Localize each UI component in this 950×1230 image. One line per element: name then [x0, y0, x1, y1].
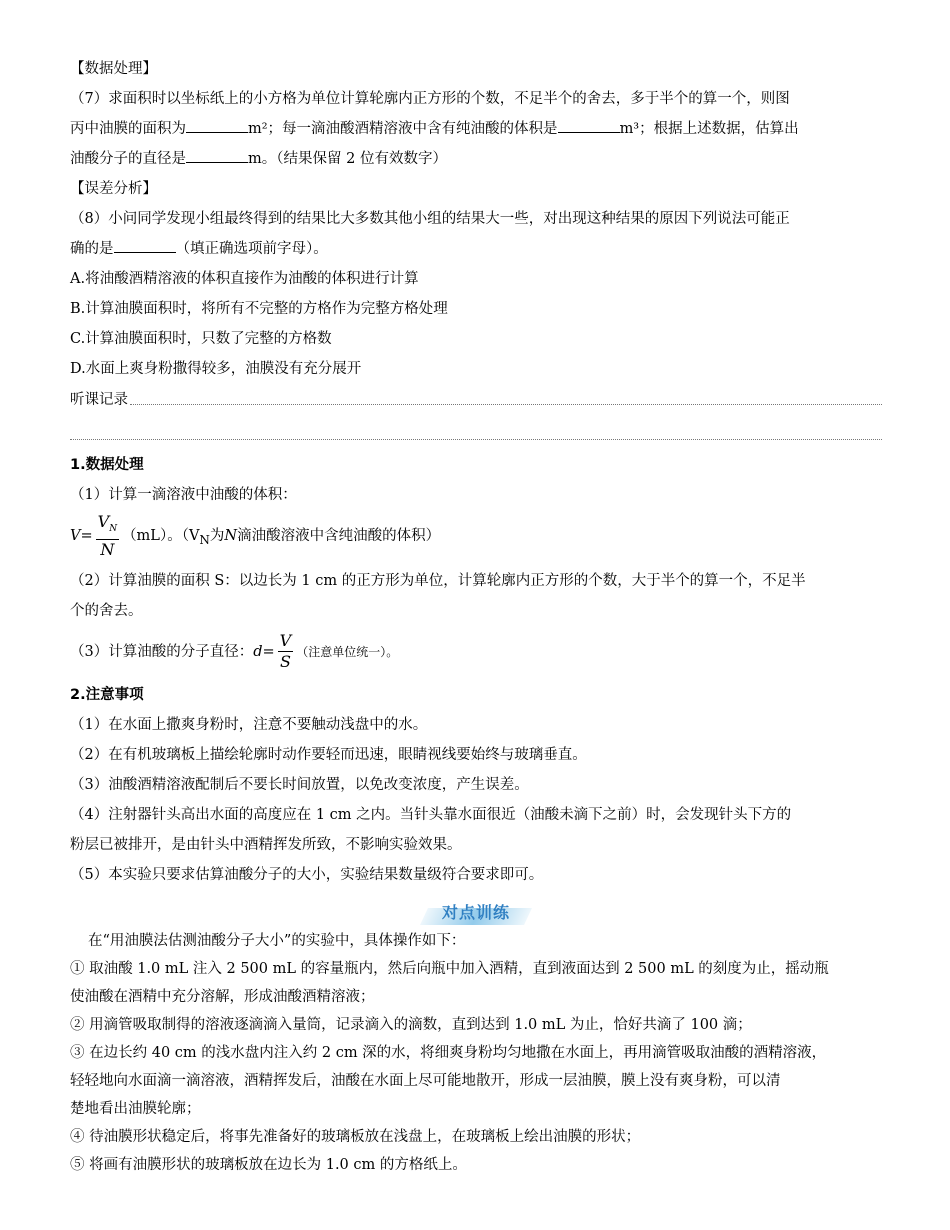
practice-step: ① 取油酸 1.0 mL 注入 2 500 mL 的容量瓶内，然后向瓶中加入酒精，直到液面达到 2 500 mL 的刻度为止，摇动瓶 — [70, 960, 829, 977]
frac-den: S — [279, 652, 291, 672]
fraction-vn-over-n — [96, 512, 119, 560]
option-a: A.将油酸酒精溶液的体积直接作为油酸的体积进行计算 — [70, 271, 419, 287]
answer-blank-diameter[interactable] — [186, 148, 248, 163]
practice-step: 使油酸在酒精中充分溶解，形成油酸酒精溶液； — [70, 988, 375, 1005]
formula-diameter — [70, 630, 882, 674]
practice-intro: 在“用油膜法估测油酸分子大小”的实验中，具体操作如下： — [88, 932, 466, 949]
formula-tail: （mL）。（V — [122, 528, 200, 545]
section1-item2-line1: （2）计算油膜的面积 S：以边长为 1 cm 的正方形为单位，计算轮廓内正方形的个数，大于半个的算一个，不足半 — [70, 572, 806, 589]
practice-step: ③ 在边长约 40 cm 的浅水盘内注入约 2 cm 深的水，将细爽身粉均匀地撒在水面上，再用滴管吸取油酸的酒精溶液， — [70, 1044, 827, 1061]
practice-step: 楚地看出油膜轮廓； — [70, 1100, 201, 1117]
q7-line1: （7）求面积时以坐标纸上的小方格为单位计算轮廓内正方形的个数，不足半个的舍去，多于半个的算一个，则图 — [70, 91, 790, 107]
section1-item2-line2: 个的舍去。 — [70, 602, 143, 619]
frac-num: V — [279, 631, 292, 651]
answer-blank-area[interactable] — [186, 118, 248, 133]
q8-text: 确的是 — [70, 241, 114, 257]
formula-tail-sub: N — [199, 532, 210, 547]
q7-text: 油酸分子的直径是 — [70, 151, 186, 167]
q8-line2 — [70, 238, 882, 260]
section1-item1: （1）计算一滴溶液中油酸的体积： — [70, 487, 297, 503]
practice-step: ② 用滴管吸取制得的溶液逐滴滴入量筒，记录滴入的滴数，直到达到 1.0 mL 为止，恰好共滴了 100 滴； — [70, 1016, 752, 1033]
section2-item: （5）本实验只要求估算油酸分子的大小，实验结果数量级符合要求即可。 — [70, 866, 544, 883]
option-c: C.计算油膜面积时，只数了完整的方格数 — [70, 331, 332, 347]
frac-den: N — [100, 540, 115, 560]
item3-text: （3）计算油酸的分子直径： — [70, 643, 254, 660]
listen-record-label: 听课记录 — [70, 392, 128, 408]
answer-blank-choice[interactable] — [114, 238, 176, 253]
section2-item: （2）在有机玻璃板上描绘轮廓时动作要轻而迅速，眼睛视线要始终与玻璃垂直。 — [70, 746, 587, 763]
q8-text: （填正确选项前字母）。 — [175, 241, 328, 257]
section2-item: （4）注射器针头高出水面的高度应在 1 cm 之内。当针头靠水面很近（油酸未滴下之前）时，会发现针头下方的 — [70, 806, 792, 823]
formula-tail: 滴油酸溶液中含纯油酸的体积） — [237, 528, 441, 545]
section2-item: （1）在水面上撒爽身粉时，注意不要触动浅盘中的水。 — [70, 716, 428, 733]
formula-lhs: V= — [70, 528, 93, 545]
q7-text: 丙中油膜的面积为 — [70, 121, 186, 137]
section2-title: 2.注意事项 — [70, 686, 144, 703]
formula-tail: N — [224, 528, 238, 545]
data-processing-heading: 【数据处理】 — [70, 61, 157, 77]
practice-step: ⑤ 将画有油膜形状的玻璃板放在边长为 1.0 cm 的方格纸上。 — [70, 1156, 467, 1173]
section2-item: （3）油酸酒精溶液配制后不要长时间放置，以免改变浓度，产生误差。 — [70, 776, 529, 793]
page-content — [70, 58, 882, 1176]
error-analysis-heading: 【误差分析】 — [70, 181, 157, 197]
option-b: B.计算油膜面积时，将所有不完整的方格作为完整方格处理 — [70, 301, 448, 317]
q7-line2 — [70, 118, 882, 140]
q7-text: m³；根据上述数据，估算出 — [619, 121, 799, 137]
practice-step: 轻轻地向水面滴一滴溶液，酒精挥发后，油酸在水面上尽可能地散开，形成一层油膜，膜上没有爽身粉，可以清 — [70, 1072, 781, 1089]
q7-line3 — [70, 148, 882, 170]
q7-text: m²；每一滴油酸酒精溶液中含有纯油酸的体积是 — [248, 121, 558, 137]
q8-line1: （8）小问同学发现小组最终得到的结果比大多数其他小组的结果大一些，对出现这种结果的原因下列说法可能正 — [70, 211, 790, 227]
note-line[interactable] — [130, 404, 882, 405]
section2-item: 粉层已被排开，是由针头中酒精挥发所致，不影响实验效果。 — [70, 836, 462, 853]
frac-num: V — [97, 512, 110, 531]
listen-record — [70, 388, 882, 409]
practice-banner — [70, 898, 882, 926]
answer-blank-volume[interactable] — [558, 118, 620, 133]
note-line[interactable] — [70, 439, 882, 440]
practice-banner-label: 对点训练 — [424, 898, 528, 925]
section1-title: 1.数据处理 — [70, 457, 144, 473]
option-d: D.水面上爽身粉撒得较多，油膜没有充分展开 — [70, 361, 362, 377]
frac-sub: N — [109, 524, 118, 535]
practice-step: ④ 待油膜形状稳定后，将事先准备好的玻璃板放在浅盘上，在玻璃板上绘出油膜的形状； — [70, 1128, 641, 1145]
q7-text: m。（结果保留 2 位有效数字） — [248, 151, 447, 167]
formula-tail: 为 — [209, 528, 225, 545]
formula-lhs: d= — [253, 643, 275, 660]
item3-tail: （注意单位统一）。 — [296, 644, 399, 659]
fraction-v-over-s — [278, 631, 294, 672]
formula-volume — [70, 512, 882, 562]
